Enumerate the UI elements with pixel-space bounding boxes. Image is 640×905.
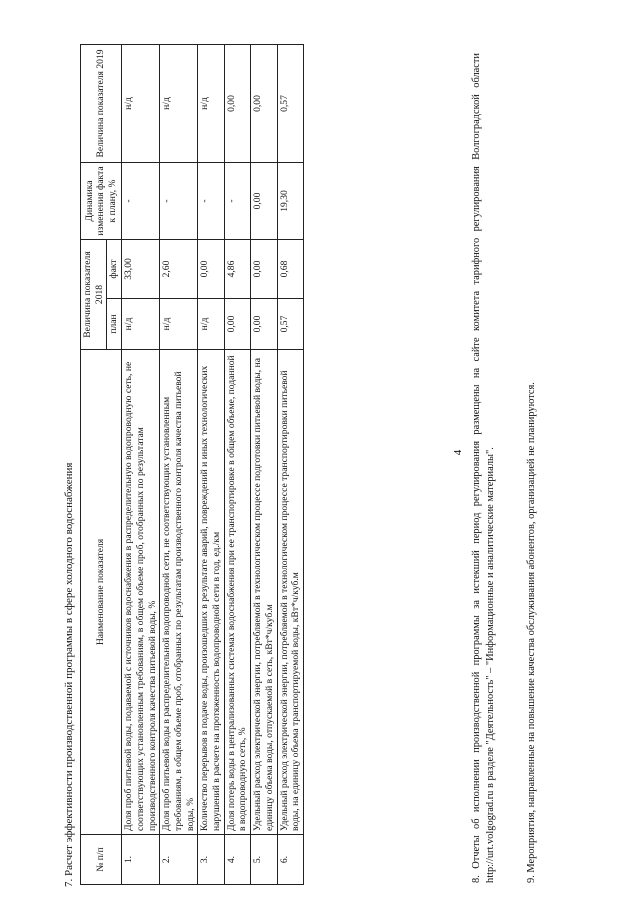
table-row bbox=[224, 44, 250, 884]
header-value-2018: Величина показателя 2018 bbox=[81, 239, 107, 349]
row-num: 4. bbox=[224, 835, 250, 885]
row-name: Количество перерывов в подаче воды, произошедших в результате аварий, повреждений и иных технологических нарушений в расчете на протяженность водопроводной сети в год, ед./км bbox=[198, 350, 224, 835]
row-dynamics: 0,00 bbox=[251, 162, 277, 239]
section-heading: 7. Расчет эффективности производственной программы в сфере холодного водоснабжения bbox=[63, 462, 75, 887]
row-fact: 0,00 bbox=[198, 239, 224, 298]
row-dynamics: - bbox=[198, 162, 224, 239]
header-value-2019: Величина показателя 2019 bbox=[81, 44, 122, 162]
row-fact: 2,60 bbox=[160, 239, 198, 298]
table-row bbox=[122, 44, 160, 884]
row-value-2019: 0,00 bbox=[251, 44, 277, 162]
row-dynamics: - bbox=[224, 162, 250, 239]
header-plan: план bbox=[107, 299, 122, 350]
table-header-row bbox=[81, 44, 107, 884]
table-row bbox=[160, 44, 198, 884]
row-dynamics: - bbox=[122, 162, 160, 239]
row-value-2019: н/д bbox=[122, 44, 160, 162]
header-num: № п/п bbox=[81, 835, 122, 885]
row-num: 1. bbox=[122, 835, 160, 885]
row-value-2019: н/д bbox=[160, 44, 198, 162]
row-num: 5. bbox=[251, 835, 277, 885]
efficiency-table bbox=[80, 44, 304, 885]
header-dynamics: Динамика изменения факта к плану, % bbox=[81, 162, 122, 239]
row-name: Удельный расход электрической энергии, потребляемой в технологическом процессе транспортировки питьевой воды, на единицу объема транспортируемой воды, кВт*ч/куб.м bbox=[277, 350, 303, 835]
row-name: Удельный расход электрической энергии, потребляемой в технологическом процессе подготовки питьевой воды, на единицу объема воды, отпускаемой в сеть, кВт*ч/куб.м bbox=[251, 350, 277, 835]
row-name: Доля потерь воды в централизованных системах водоснабжения при ее транспортировке в общем объеме, поданной в водопроводную сеть, % bbox=[224, 350, 250, 835]
row-name: Доля проб питьевой воды, подаваемой с источников водоснабжения в распределительную водопроводную сеть, не соответствующих установленным требованиям, в общем объеме проб, отобранных по результатам производственного контроля качества питьевой воды, % bbox=[122, 350, 160, 835]
row-plan: н/д bbox=[160, 299, 198, 350]
row-plan: 0,00 bbox=[251, 299, 277, 350]
note-measures: 9. Мероприятия, направленные на повышение качества обслуживания абонентов, организацией не планируются. bbox=[526, 382, 537, 883]
row-num: 6. bbox=[277, 835, 303, 885]
row-num: 3. bbox=[198, 835, 224, 885]
row-value-2019: 0,00 bbox=[224, 44, 250, 162]
row-fact: 4,86 bbox=[224, 239, 250, 298]
row-fact: 33,00 bbox=[122, 239, 160, 298]
table-row bbox=[277, 44, 303, 884]
row-fact: 0,68 bbox=[277, 239, 303, 298]
note-reports: 8. Отчеты об исполнении производственной программы за истекший период регулирования размещены на сайте комитета тарифного регулирования Волгоградской области http://urt.volgograd.ru в разделе "Деятельность" – "Информационные и аналитические материалы". bbox=[471, 53, 497, 883]
row-value-2019: н/д bbox=[198, 44, 224, 162]
row-name: Доля проб питьевой воды в распределительной водопроводной сети, не соответствующих установленным требованиям, в общем объеме проб, отобранных по результатам производственного контроля качества питьевой воды, % bbox=[160, 350, 198, 835]
row-plan: н/д bbox=[198, 299, 224, 350]
row-dynamics: - bbox=[160, 162, 198, 239]
row-plan: н/д bbox=[122, 299, 160, 350]
row-fact: 0,00 bbox=[251, 239, 277, 298]
row-num: 2. bbox=[160, 835, 198, 885]
header-fact: факт bbox=[107, 239, 122, 298]
row-dynamics: 19,30 bbox=[277, 162, 303, 239]
row-plan: 0,57 bbox=[277, 299, 303, 350]
row-value-2019: 0,57 bbox=[277, 44, 303, 162]
table-row bbox=[251, 44, 277, 884]
page-number: 4 bbox=[452, 449, 464, 456]
row-plan: 0,00 bbox=[224, 299, 250, 350]
header-name: Наименование показателя bbox=[81, 350, 122, 835]
table-row bbox=[198, 44, 224, 884]
